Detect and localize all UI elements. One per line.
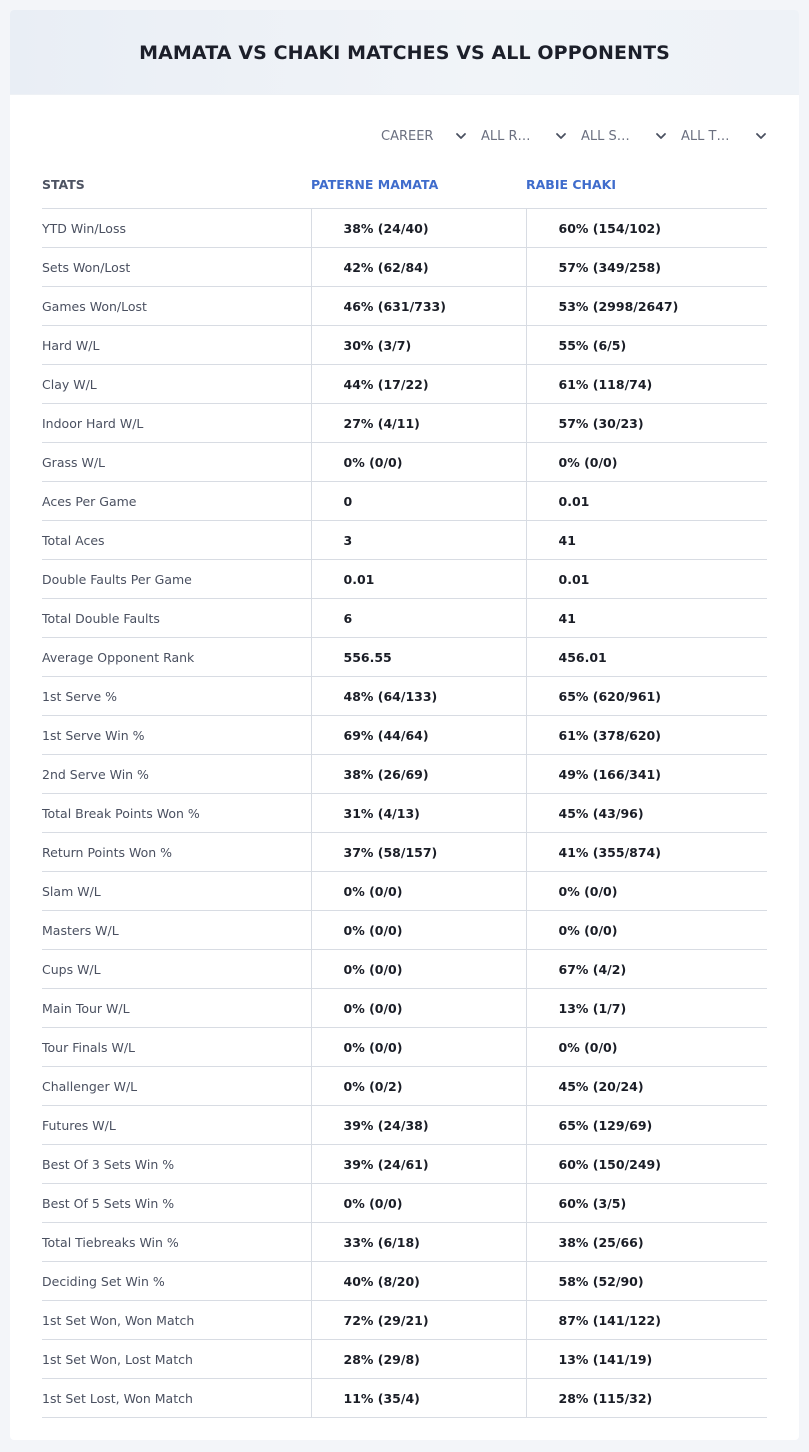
player2-value: 57% (30/23) [526,404,767,443]
player2-value: 65% (620/961) [526,677,767,716]
player2-value: 49% (166/341) [526,755,767,794]
stat-label: 1st Set Won, Lost Match [42,1340,311,1379]
table-row [42,1223,767,1262]
player2-value: 61% (378/620) [526,716,767,755]
player1-value: 31% (4/13) [311,794,526,833]
stat-label: Grass W/L [42,443,311,482]
player2-value: 57% (349/258) [526,248,767,287]
player1-value: 0% (0/0) [311,1028,526,1067]
table-row [42,1067,767,1106]
player2-value: 45% (20/24) [526,1067,767,1106]
table-row [42,248,767,287]
player1-value: 0% (0/0) [311,443,526,482]
player1-value: 0 [311,482,526,521]
table-row [42,911,767,950]
table-row [42,1301,767,1340]
stat-label: Main Tour W/L [42,989,311,1028]
stat-label: 1st Serve Win % [42,716,311,755]
header-stats: STATS [42,160,311,209]
player1-value: 48% (64/133) [311,677,526,716]
player2-value: 61% (118/74) [526,365,767,404]
table-row [42,950,767,989]
filter-label: ALL R… [481,129,531,144]
player1-value: 44% (17/22) [311,365,526,404]
stats-table [42,160,767,1418]
player2-value: 0.01 [526,482,767,521]
player2-value: 0% (0/0) [526,911,767,950]
player1-value: 0% (0/2) [311,1067,526,1106]
table-row [42,326,767,365]
player2-value: 0% (0/0) [526,872,767,911]
table-row [42,716,767,755]
table-row [42,287,767,326]
player2-value: 65% (129/69) [526,1106,767,1145]
stat-label: 2nd Serve Win % [42,755,311,794]
stat-label: Games Won/Lost [42,287,311,326]
chevron-down-icon [455,130,467,142]
table-row [42,872,767,911]
stats-card [10,10,799,1440]
stat-label: Tour Finals W/L [42,1028,311,1067]
stat-label: Challenger W/L [42,1067,311,1106]
table-row [42,1028,767,1067]
stat-label: Best Of 5 Sets Win % [42,1184,311,1223]
stat-label: Hard W/L [42,326,311,365]
table-row [42,1106,767,1145]
player2-value: 45% (43/96) [526,794,767,833]
table-row [42,560,767,599]
filter-tournament-select[interactable] [677,126,767,148]
player1-value: 3 [311,521,526,560]
stat-label: Masters W/L [42,911,311,950]
stat-label: Average Opponent Rank [42,638,311,677]
stat-label: Total Tiebreaks Win % [42,1223,311,1262]
stat-label: 1st Serve % [42,677,311,716]
player1-value: 0% (0/0) [311,1184,526,1223]
filter-surface-select[interactable] [577,126,667,148]
stat-label: YTD Win/Loss [42,209,311,248]
table-row [42,989,767,1028]
player1-value: 37% (58/157) [311,833,526,872]
table-row [42,638,767,677]
stat-label: Aces Per Game [42,482,311,521]
stat-label: Return Points Won % [42,833,311,872]
filter-period-select[interactable] [377,126,467,148]
player2-value: 456.01 [526,638,767,677]
player1-value: 0.01 [311,560,526,599]
table-row [42,1379,767,1418]
table-row [42,599,767,638]
player1-value: 0% (0/0) [311,911,526,950]
player2-value: 41 [526,599,767,638]
filter-label: ALL S… [581,129,630,144]
stat-label: 1st Set Lost, Won Match [42,1379,311,1418]
player1-value: 28% (29/8) [311,1340,526,1379]
filter-label: CAREER [381,129,434,144]
header-player1-link[interactable]: PATERNE MAMATA [311,160,526,209]
table-row [42,1184,767,1223]
player1-value: 39% (24/61) [311,1145,526,1184]
player1-value: 0% (0/0) [311,950,526,989]
player1-value: 72% (29/21) [311,1301,526,1340]
player1-value: 556.55 [311,638,526,677]
player2-value: 60% (154/102) [526,209,767,248]
stat-label: Double Faults Per Game [42,560,311,599]
table-row [42,755,767,794]
player2-value: 67% (4/2) [526,950,767,989]
table-row [42,1145,767,1184]
player2-value: 28% (115/32) [526,1379,767,1418]
player1-value: 38% (24/40) [311,209,526,248]
table-row [42,404,767,443]
player1-value: 27% (4/11) [311,404,526,443]
player1-value: 6 [311,599,526,638]
player1-value: 40% (8/20) [311,1262,526,1301]
player2-value: 0% (0/0) [526,1028,767,1067]
table-body [42,209,767,1418]
table-row [42,1262,767,1301]
player2-value: 0.01 [526,560,767,599]
chevron-down-icon [755,130,767,142]
player1-value: 0% (0/0) [311,872,526,911]
table-row [42,677,767,716]
table-row [42,482,767,521]
filter-round-select[interactable] [477,126,567,148]
table-row [42,365,767,404]
stat-label: Deciding Set Win % [42,1262,311,1301]
player1-value: 30% (3/7) [311,326,526,365]
header-player2-link[interactable]: RABIE CHAKI [526,160,767,209]
stat-label: Sets Won/Lost [42,248,311,287]
filter-bar [377,126,767,148]
stat-label: Best Of 3 Sets Win % [42,1145,311,1184]
player2-value: 38% (25/66) [526,1223,767,1262]
player2-value: 13% (141/19) [526,1340,767,1379]
player2-value: 0% (0/0) [526,443,767,482]
player1-value: 11% (35/4) [311,1379,526,1418]
table-row [42,794,767,833]
player1-value: 39% (24/38) [311,1106,526,1145]
chevron-down-icon [655,130,667,142]
player1-value: 42% (62/84) [311,248,526,287]
player2-value: 55% (6/5) [526,326,767,365]
player2-value: 13% (1/7) [526,989,767,1028]
player2-value: 60% (3/5) [526,1184,767,1223]
stat-label: Total Aces [42,521,311,560]
player2-value: 60% (150/249) [526,1145,767,1184]
stat-label: Total Break Points Won % [42,794,311,833]
stat-label: Total Double Faults [42,599,311,638]
table-header-row [42,160,767,209]
player1-value: 69% (44/64) [311,716,526,755]
player2-value: 87% (141/122) [526,1301,767,1340]
table-row [42,443,767,482]
card-header [10,10,799,95]
player1-value: 46% (631/733) [311,287,526,326]
filter-label: ALL T… [681,129,730,144]
chevron-down-icon [555,130,567,142]
player2-value: 41% (355/874) [526,833,767,872]
player2-value: 58% (52/90) [526,1262,767,1301]
stat-label: 1st Set Won, Won Match [42,1301,311,1340]
table-row [42,833,767,872]
stat-label: Futures W/L [42,1106,311,1145]
stat-label: Indoor Hard W/L [42,404,311,443]
player2-value: 53% (2998/2647) [526,287,767,326]
table-row [42,521,767,560]
stat-label: Slam W/L [42,872,311,911]
table-row [42,1340,767,1379]
table-row [42,209,767,248]
stat-label: Cups W/L [42,950,311,989]
player1-value: 0% (0/0) [311,989,526,1028]
page-title: MAMATA VS CHAKI MATCHES VS ALL OPPONENTS [139,42,670,64]
player1-value: 38% (26/69) [311,755,526,794]
stat-label: Clay W/L [42,365,311,404]
player1-value: 33% (6/18) [311,1223,526,1262]
player2-value: 41 [526,521,767,560]
